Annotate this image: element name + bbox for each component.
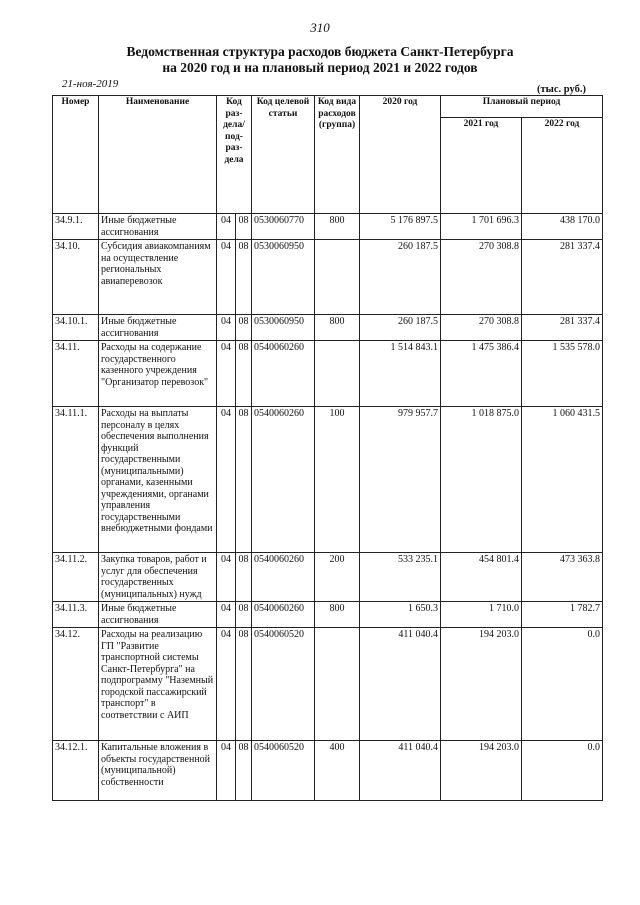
row-target-code: 0530060950: [252, 315, 315, 341]
table-row: [53, 628, 603, 741]
row-name: Субсидия авиакомпаниям на осуществление региональных авиаперевозок: [99, 240, 217, 315]
row-value-2021: 1 018 875.0: [441, 407, 522, 553]
row-number: 34.11.3.: [53, 602, 99, 628]
row-value-2022: 1 060 431.5: [522, 407, 603, 553]
row-value-2020: 260 187.5: [360, 240, 441, 315]
row-value-2022: 438 170.0: [522, 214, 603, 240]
row-expense-type: 800: [315, 602, 360, 628]
row-value-2020: 5 176 897.5: [360, 214, 441, 240]
row-value-2021: 1 710.0: [441, 602, 522, 628]
row-subsection: 08: [236, 240, 252, 315]
row-subsection: 08: [236, 602, 252, 628]
row-value-2020: 1 514 843.1: [360, 341, 441, 407]
row-number: 34.10.1.: [53, 315, 99, 341]
row-value-2022: 281 337.4: [522, 315, 603, 341]
row-expense-type: 100: [315, 407, 360, 553]
row-number: 34.12.1.: [53, 741, 99, 801]
row-section: 04: [217, 240, 236, 315]
header-2021: 2021 год: [441, 118, 522, 214]
row-subsection: 08: [236, 315, 252, 341]
row-target-code: 0540060260: [252, 553, 315, 602]
row-name: Иные бюджетные ассигнования: [99, 602, 217, 628]
row-value-2022: 1 535 578.0: [522, 341, 603, 407]
row-subsection: 08: [236, 628, 252, 741]
row-expense-type: 800: [315, 214, 360, 240]
document-date: 21-ноя-2019: [62, 78, 119, 90]
table-row: [53, 407, 603, 553]
row-expense-type: [315, 628, 360, 741]
row-value-2020: 979 957.7: [360, 407, 441, 553]
row-name: Расходы на реализацию ГП "Развитие транспортной системы Санкт-Петербурга" на подпрограмму "Наземный городской пассажирский транспорт" в соответствии с АИП: [99, 628, 217, 741]
table-row: [53, 741, 603, 801]
table-row: [53, 315, 603, 341]
row-name: Закупка товаров, работ и услуг для обеспечения государственных (муниципальных) нужд: [99, 553, 217, 602]
table-row: [53, 602, 603, 628]
row-subsection: 08: [236, 214, 252, 240]
table-row: [53, 240, 603, 315]
row-value-2021: 270 308.8: [441, 315, 522, 341]
row-section: 04: [217, 341, 236, 407]
units-label: (тыс. руб.): [537, 84, 586, 95]
row-section: 04: [217, 315, 236, 341]
row-value-2022: 281 337.4: [522, 240, 603, 315]
row-section: 04: [217, 553, 236, 602]
table-header: [53, 96, 603, 214]
row-target-code: 0540060260: [252, 341, 315, 407]
row-subsection: 08: [236, 553, 252, 602]
row-number: 34.10.: [53, 240, 99, 315]
row-value-2021: 1 701 696.3: [441, 214, 522, 240]
row-value-2020: 533 235.1: [360, 553, 441, 602]
row-expense-type: 400: [315, 741, 360, 801]
row-section: 04: [217, 628, 236, 741]
row-name: Расходы на содержание государственного казенного учреждения "Организатор перевозок": [99, 341, 217, 407]
document-title-line-1: Ведомственная структура расходов бюджета Санкт-Петербурга: [126, 44, 514, 59]
budget-table: [52, 95, 603, 801]
row-name: Иные бюджетные ассигнования: [99, 315, 217, 341]
row-value-2021: 194 203.0: [441, 741, 522, 801]
row-value-2022: 0.0: [522, 741, 603, 801]
row-number: 34.11.2.: [53, 553, 99, 602]
table-row: [53, 553, 603, 602]
row-target-code: 0540060260: [252, 602, 315, 628]
row-value-2020: 411 040.4: [360, 741, 441, 801]
row-target-code: 0540060520: [252, 741, 315, 801]
header-number: Номер: [53, 96, 99, 214]
row-subsection: 08: [236, 741, 252, 801]
row-name: Иные бюджетные ассигнования: [99, 214, 217, 240]
row-section: 04: [217, 602, 236, 628]
row-value-2020: 260 187.5: [360, 315, 441, 341]
document-title-line-2: на 2020 год и на плановый период 2021 и 2022 годов: [162, 60, 478, 75]
row-value-2021: 1 475 386.4: [441, 341, 522, 407]
row-number: 34.9.1.: [53, 214, 99, 240]
header-expense-type-code: Код вида расходов (группа): [315, 96, 360, 214]
row-value-2020: 411 040.4: [360, 628, 441, 741]
header-2022: 2022 год: [522, 118, 603, 214]
row-value-2022: 473 363.8: [522, 553, 603, 602]
table-body: [53, 214, 603, 801]
table-row: [53, 214, 603, 240]
row-value-2020: 1 650.3: [360, 602, 441, 628]
table-row: [53, 341, 603, 407]
row-value-2021: 194 203.0: [441, 628, 522, 741]
header-planned-period: Плановый период: [441, 96, 603, 118]
row-expense-type: [315, 341, 360, 407]
row-number: 34.11.1.: [53, 407, 99, 553]
row-number: 34.11.: [53, 341, 99, 407]
header-2020: 2020 год: [360, 96, 441, 214]
row-value-2022: 0.0: [522, 628, 603, 741]
row-value-2022: 1 782.7: [522, 602, 603, 628]
row-section: 04: [217, 741, 236, 801]
row-target-code: 0540060260: [252, 407, 315, 553]
row-value-2021: 270 308.8: [441, 240, 522, 315]
row-section: 04: [217, 214, 236, 240]
row-name: Капитальные вложения в объекты государственной (муниципальной) собственности: [99, 741, 217, 801]
row-number: 34.12.: [53, 628, 99, 741]
row-subsection: 08: [236, 407, 252, 553]
row-value-2021: 454 801.4: [441, 553, 522, 602]
row-expense-type: [315, 240, 360, 315]
row-name: Расходы на выплаты персоналу в целях обеспечения выполнения функций государственными (муниципальными) органами, казенными учреждениями, органами управления государственными внебюджетными фондами: [99, 407, 217, 553]
row-expense-type: 200: [315, 553, 360, 602]
row-subsection: 08: [236, 341, 252, 407]
header-section-code: Код раз- дела/ под- раз- дела: [217, 96, 252, 214]
header-name: Наименование: [99, 96, 217, 214]
row-expense-type: 800: [315, 315, 360, 341]
row-section: 04: [217, 407, 236, 553]
header-target-code: Код целевой статьи: [252, 96, 315, 214]
row-target-code: 0540060520: [252, 628, 315, 741]
row-target-code: 0530060950: [252, 240, 315, 315]
row-target-code: 0530060770: [252, 214, 315, 240]
page-number: 310: [310, 20, 330, 35]
